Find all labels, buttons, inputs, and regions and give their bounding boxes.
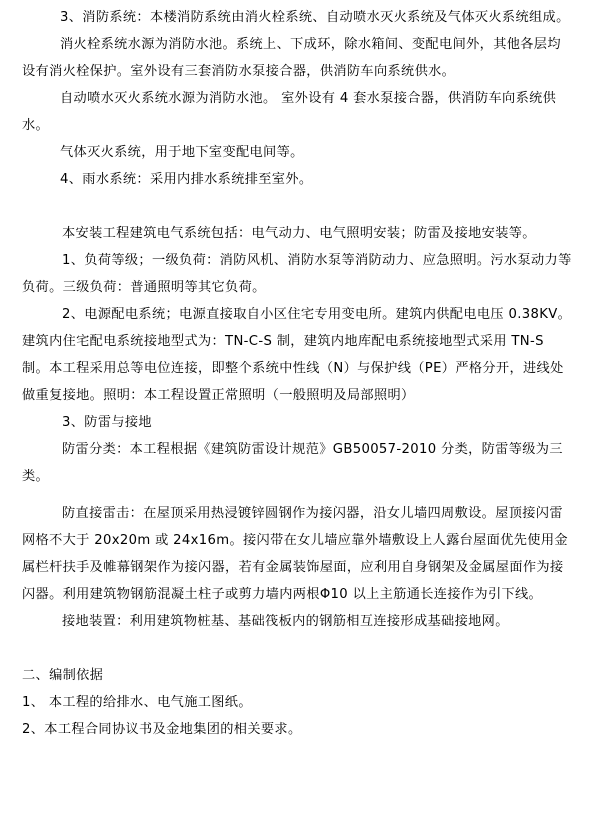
paragraph-basis-2: 2、本工程合同协议书及金地集团的相关要求。	[22, 722, 302, 737]
paragraph-gas-system: 气体灭火系统，用于地下室变配电间等。	[60, 145, 304, 160]
blank-line	[22, 193, 572, 220]
paragraph-power-distribution: 2、电源配电系统；电源直接取自小区住宅专用变电所。建筑内供配电电压 0.38KV。建筑内住宅配电系统接地型式为：TN-C-S 制，建筑内地库配电系统接地型式采用 TN-S 制。本工程采用总等电位连接，即整个系统中性线（N）与保护线（PE）严格分开，进线处做重复接地。照明：本工程设置正常照明（一般照明及局部照明）	[22, 307, 572, 403]
paragraph-rain-system: 4、雨水系统：采用内排水系统排至室外。	[60, 172, 313, 187]
paragraph-lightning-class: 防雷分类：本工程根据《建筑防雷设计规范》GB50057-2010 分类，防雷等级为三类。	[22, 442, 563, 484]
heading-compilation-basis: 二、编制依据	[22, 668, 104, 683]
paragraph-load-class: 1、负荷等级；一级负荷：消防风机、消防水泵等消防动力、应急照明。污水泵动力等负荷。三级负荷：普通照明等其它负荷。	[22, 253, 572, 295]
heading-lightning-grounding: 3、防雷与接地	[62, 415, 152, 430]
paragraph-direct-lightning: 防直接雷击：在屋顶采用热浸镀锌圆钢作为接闪器，沿女儿墙四周敷设。屋顶接闪雷网格不大于 20x20m 或 24x16m。接闪带在女儿墙应靠外墙敷设上人露台屋面优先使用金属栏杆扶手及帷幕钢架作为接闪器，若有金属装饰屋面，应利用自身钢架及金属屋面作为接闪器。利用建筑物钢筋混凝土柱子或剪力墙内两根Φ10 以上主筋通长连接作为引下线。	[22, 506, 568, 602]
paragraph-grounding-device: 接地装置：利用建筑物桩基、基础筏板内的钢筋相互连接形成基础接地网。	[62, 614, 509, 629]
blank-line	[22, 635, 572, 662]
paragraph-electrical-intro: 本安装工程建筑电气系统包括：电气动力、电气照明安装；防雷及接地安装等。	[62, 226, 536, 241]
paragraph-basis-1: 1、 本工程的给排水、电气施工图纸。	[22, 695, 252, 710]
paragraph-hydrant-system: 消火栓系统水源为消防水池。系统上、下成环，除水箱间、变配电间外，其他各层均设有消火栓保护。室外设有三套消防水泵接合器，供消防车向系统供水。	[22, 37, 561, 79]
blank-line	[22, 490, 572, 500]
paragraph-fire-system: 3、消防系统：本楼消防系统由消火栓系统、自动喷水灭火系统及气体灭火系统组成。	[60, 10, 570, 25]
paragraph-sprinkler-system: 自动喷水灭火系统水源为消防水池。 室外设有 4 套水泵接合器，供消防车向系统供水。	[22, 91, 557, 133]
